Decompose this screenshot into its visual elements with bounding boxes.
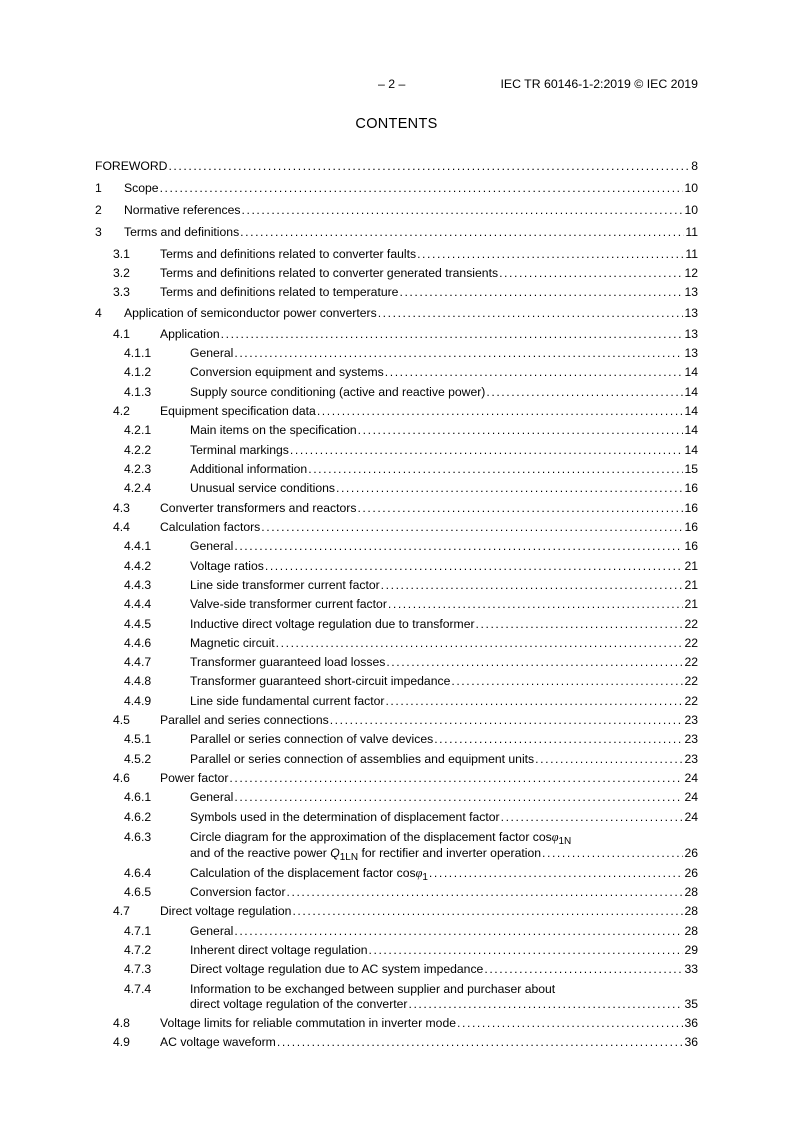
toc-entry-title: Application [160,327,220,341]
toc-entry-page: 12 [684,266,698,280]
toc-entry-page: 16 [684,539,698,553]
toc-entry-4-7-4[interactable] [0,982,793,1014]
document-reference: IEC TR 60146-1-2:2019 © IEC 2019 [500,77,698,91]
toc-entry-number: 4.6.1 [124,790,152,804]
toc-entry-number: 4.7 [113,904,130,918]
toc-entry-page: 28 [684,924,698,938]
toc-entry-number: 4.4 [113,520,130,534]
toc-entry-page: 11 [685,225,698,239]
dot-leader [499,266,683,281]
dot-leader [265,559,684,574]
toc-entry-title: Calculation of the displacement factor cosφ$_1$ [190,866,428,883]
toc-entry-number: 4.1.1 [124,346,152,360]
toc-entry-page: 26 [684,866,698,880]
dot-leader [330,713,684,728]
toc-entry-number: 4.4.6 [124,636,152,650]
toc-entry-page: 22 [684,674,698,688]
page-number: – 2 – [378,77,406,91]
toc-entry-number: 4.5 [113,713,130,727]
dot-leader [240,225,684,240]
toc-entry-number: 4.3 [113,501,130,515]
dot-leader [388,597,684,612]
toc-entry-page: 23 [684,713,698,727]
toc-entry-number: 4.9 [113,1035,130,1049]
toc-entry-number: 4.2.4 [124,481,152,495]
toc-entry-page: 23 [684,732,698,746]
toc-entry-number: 3 [95,225,102,239]
toc-entry-page: 11 [685,247,698,261]
toc-entry-title: Magnetic circuit [190,636,275,650]
toc-entry-page: 16 [684,520,698,534]
toc-entry-number: 4.4.1 [124,539,152,553]
dot-leader [276,636,684,651]
toc-entry-title: Direct voltage regulation due to AC system impedance [190,962,484,976]
dot-leader [290,443,684,458]
toc-entry-title: Line side fundamental current factor [190,694,385,708]
dot-leader [434,732,683,747]
toc-entry-page: 33 [684,962,698,976]
toc-entry-title: Transformer guaranteed short-circuit impedance [190,674,451,688]
toc-entry-4-6-3[interactable] [0,830,793,864]
toc-entry-page: 13 [684,306,698,320]
toc-entry-page: 29 [684,943,698,957]
toc-entry-number: 4.4.2 [124,559,152,573]
toc-entry-page: 36 [684,1035,698,1049]
toc-entry-page: 8 [691,159,698,173]
dot-leader [381,578,684,593]
toc-entry-number: 4.4.9 [124,694,152,708]
dot-leader [234,790,683,805]
toc-entry-title: General [190,790,234,804]
dot-leader [261,520,683,535]
dot-leader [242,203,684,218]
toc-entry-page: 21 [684,578,698,592]
toc-entry-number: 4.6.3 [124,830,152,844]
dot-leader [234,346,683,361]
toc-entry-number: 4.2.3 [124,462,152,476]
toc-entry-title: Inherent direct voltage regulation [190,943,368,957]
dot-leader [357,501,683,516]
toc-entry-page: 22 [684,636,698,650]
toc-entry-number: 4 [95,306,102,320]
dot-leader [408,997,683,1012]
dot-leader [229,771,683,786]
toc-entry-page: 24 [684,790,698,804]
toc-entry-number: 4.4.4 [124,597,152,611]
toc-entry-title: Direct voltage regulation [160,904,292,918]
dot-leader [160,181,684,196]
toc-entry-title: Converter transformers and reactors [160,501,357,515]
toc-entry-title: Conversion equipment and systems [190,365,384,379]
dot-leader [292,904,683,919]
toc-entry-page: 14 [684,423,698,437]
toc-entry-title: Power factor [160,771,229,785]
toc-entry-page: 14 [684,385,698,399]
toc-entry-number: 3.3 [113,285,130,299]
toc-entry-number: 4.6.4 [124,866,152,880]
toc-entry-page: 21 [684,559,698,573]
dot-leader [287,885,684,900]
toc-entry-number: 4.6.2 [124,810,152,824]
toc-entry-title: Application of semiconductor power converters [124,306,377,320]
toc-entry-number: 3.2 [113,266,130,280]
toc-entry-title: Terms and definitions related to converter faults [160,247,417,261]
dot-leader [168,159,690,174]
toc-entry-number: 4.5.2 [124,752,152,766]
dot-leader [317,404,684,419]
toc-entry-title-line2: direct voltage regulation of the converter . . . 35 [190,997,698,1012]
dot-leader [486,385,683,400]
toc-entry-page: 14 [684,365,698,379]
toc-entry-page: 22 [684,617,698,631]
toc-entry-number: 1 [95,181,102,195]
toc-entry-title: Transformer guaranteed load losses [190,655,386,669]
toc-entry-number: 2 [95,203,102,217]
dot-leader [378,306,684,321]
toc-entry-number: 4.7.2 [124,943,152,957]
toc-entry-page: 22 [684,655,698,669]
dot-leader [457,1016,683,1031]
dot-leader [385,365,684,380]
toc-entry-number: 4.4.3 [124,578,152,592]
toc-entry-number: 4.6 [113,771,130,785]
toc-entry-page: 13 [684,285,698,299]
toc-entry-number: 4.7.1 [124,924,152,938]
toc-entry-title: Unusual service conditions [190,481,335,495]
dot-leader [234,539,683,554]
toc-entry-title: Terminal markings [190,443,289,457]
dot-leader [277,1035,684,1050]
toc-entry-number: 4.6.5 [124,885,152,899]
toc-entry-number: 4.4.8 [124,674,152,688]
dot-leader [417,247,684,262]
page-title: CONTENTS [355,116,438,132]
dot-leader [221,327,684,342]
toc-entry-title: Terms and definitions related to converter generated transients [160,266,499,280]
toc-entry-title: Scope [124,181,159,195]
toc-entry-number: 4.1.2 [124,365,152,379]
toc-entry-number: 4.2.2 [124,443,152,457]
dot-leader [369,943,684,958]
dot-leader [535,752,683,767]
toc-entry-title-line2: and of the reactive power $Q_{1LN}$ for rectifier and inverter operation . . . 26 [190,846,698,861]
dot-leader [484,962,683,977]
toc-entry-number: 4.2 [113,404,130,418]
toc-entry-page: 28 [684,885,698,899]
toc-entry-page: 24 [684,810,698,824]
toc-entry-page: 10 [684,181,698,195]
toc-entry-number: 4.4.5 [124,617,152,631]
toc-entry-number: 3.1 [113,247,130,261]
toc-entry-number: 4.1.3 [124,385,152,399]
dot-leader [399,285,683,300]
toc-entry-title: Valve-side transformer current factor [190,597,387,611]
dot-leader [234,924,683,939]
toc-entry-page: 24 [684,771,698,785]
toc-entry-number: 4.5.1 [124,732,152,746]
toc-entry-page: 14 [684,404,698,418]
toc-entry-title: Calculation factors [160,520,261,534]
toc-entry-title: Conversion factor [190,885,286,899]
toc-entry-title-line1: Circle diagram for the approximation of the displacement factor cosφ$_{1N}$ [190,830,572,847]
toc-entry-page: 26 [684,846,698,860]
dot-leader [358,423,684,438]
toc-entry-page: 36 [684,1016,698,1030]
toc-entry-page: 14 [684,443,698,457]
dot-leader [336,481,683,496]
toc-entry-title: Terms and definitions related to temperature [160,285,399,299]
toc-entry-page: 16 [684,501,698,515]
toc-entry-title: Inductive direct voltage regulation due to transformer [190,617,475,631]
toc-entry-number: 4.1 [113,327,130,341]
toc-entry-number: 4.4.7 [124,655,152,669]
toc-entry-page: 15 [684,462,698,476]
toc-entry-page: 23 [684,752,698,766]
toc-entry-page: 22 [684,694,698,708]
dot-leader [476,617,684,632]
toc-entry-title: General [190,539,234,553]
dot-leader [501,810,684,825]
dot-leader [451,674,683,689]
page-header [0,76,793,92]
dot-leader [385,694,683,709]
toc-entry-title: Normative references [124,203,241,217]
toc-entry-title-line1: Information to be exchanged between supplier and purchaser about [190,982,556,996]
dot-leader [429,866,684,881]
toc-entry-page: 16 [684,481,698,495]
toc-entry-title: Parallel or series connection of valve devices [190,732,434,746]
toc-entry-title: Parallel and series connections [160,713,329,727]
toc-entry-number: 4.8 [113,1016,130,1030]
dot-leader [386,655,683,670]
toc-entry-number: 4.2.1 [124,423,152,437]
toc-entry-title: Parallel or series connection of assemblies and equipment units [190,752,535,766]
toc-entry-title: Voltage ratios [190,559,264,573]
dot-leader [542,846,683,861]
toc-entry-title: Main items on the specification [190,423,357,437]
toc-entry-title: Supply source conditioning (active and reactive power) [190,385,486,399]
toc-entry-page: 35 [684,997,698,1011]
toc-entry-title: Symbols used in the determination of displacement factor [190,810,500,824]
toc-entry-page: 21 [684,597,698,611]
toc-entry-title: FOREWORD [95,159,168,173]
toc-entry-title: General [190,924,234,938]
toc-entry-page: 13 [684,327,698,341]
toc-entry-number: 4.7.4 [124,982,152,996]
toc-entry-title: Equipment specification data [160,404,316,418]
dot-leader [308,462,683,477]
toc-entry-page: 13 [684,346,698,360]
toc-entry-title: Line side transformer current factor [190,578,380,592]
toc-entry-title: Additional information [190,462,308,476]
toc-entry-title: AC voltage waveform [160,1035,276,1049]
toc-entry-page: 28 [684,904,698,918]
toc-entry-page: 10 [684,203,698,217]
toc-entry-title: General [190,346,234,360]
toc-entry-number: 4.7.3 [124,962,152,976]
toc-entry-title: Voltage limits for reliable commutation in inverter mode [160,1016,457,1030]
toc-entry-title: Terms and definitions [124,225,240,239]
